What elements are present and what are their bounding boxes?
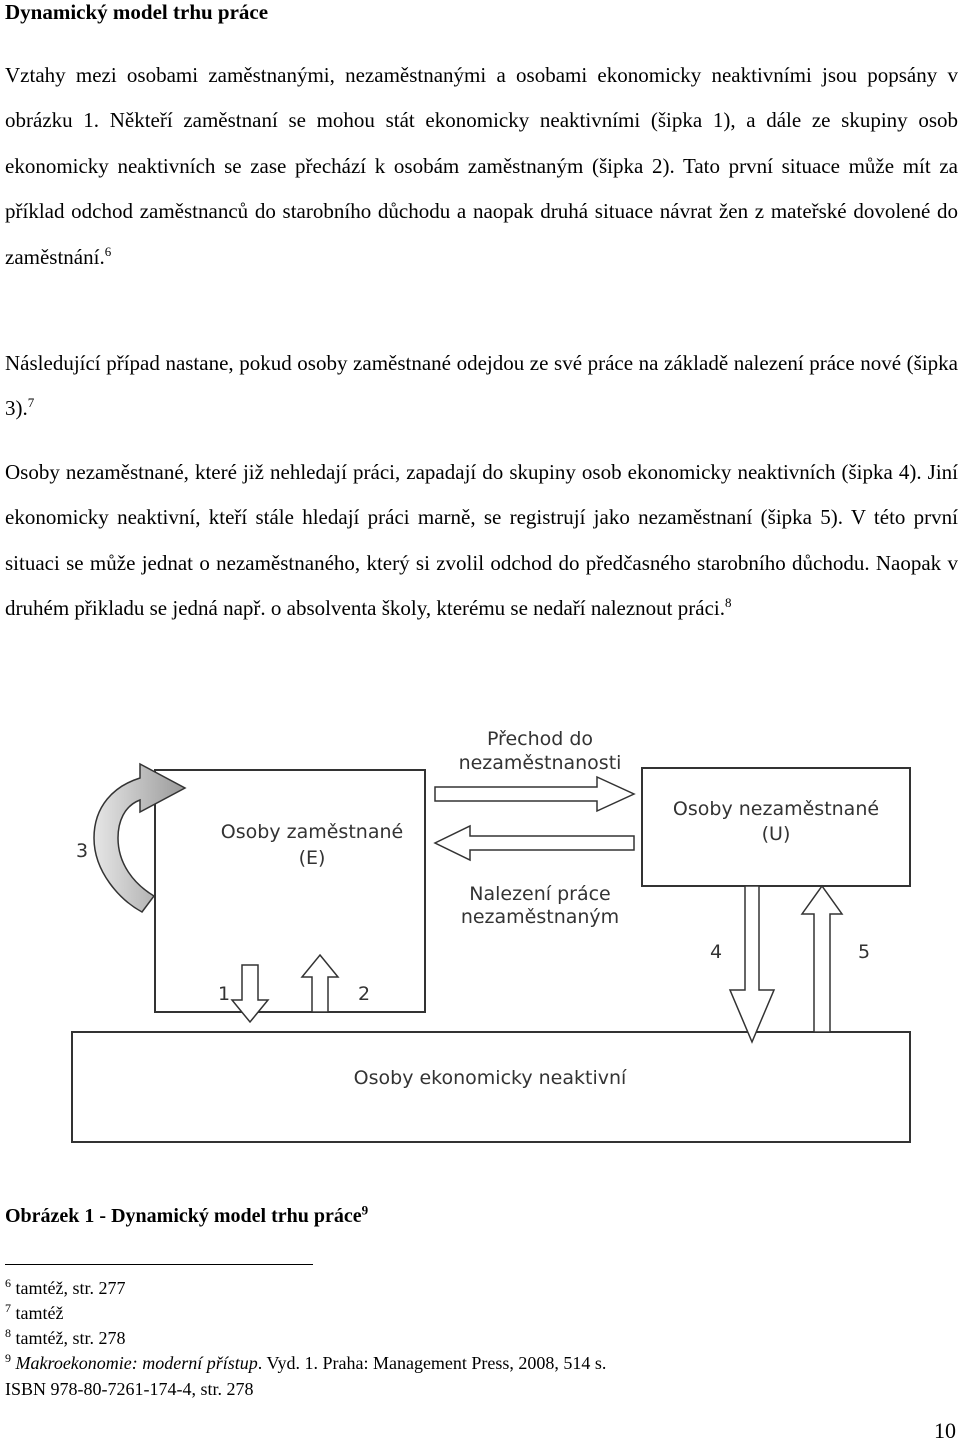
employed-abbr: (E) [298, 847, 326, 869]
transition-label-2: nezaměstnanosti [458, 752, 622, 774]
unemployed-abbr: (U) [761, 823, 791, 845]
arrow-2-label: 2 [357, 983, 371, 1005]
footnote-9 [5, 1351, 606, 1375]
footnote-number: 6 [5, 1276, 11, 1290]
paragraph-1 [5, 53, 958, 280]
transition-label: Přechod do [486, 728, 594, 750]
footnote-ref-7[interactable]: 7 [27, 395, 35, 411]
footnote-ref-9[interactable]: 9 [361, 1202, 369, 1218]
arrow-1-label: 1 [217, 983, 231, 1005]
footnote-book-title: Makroekonomie: moderní přístup [15, 1353, 258, 1373]
arrow-5-label: 5 [857, 941, 871, 963]
paragraph-3-text: Osoby nezaměstnané, které již nehledají práci, zapadají do skupiny osob ekonomicky neaktivních (šipka 4). Jiní ekonomicky neaktivní, kteří stále hledají práci marně, se registrují jako nezaměstnaní (šipka 5). V této první situaci se může jednat o nezaměstnaného, který si zvolil odchod do předčasného starobního důchodu. Naopak v druhém přikladu se jedná např. o absolventa školy, kterému se nedaří naleznout práci. [5, 460, 958, 621]
paragraph-2-text: Následující případ nastane, pokud osoby zaměstnané odejdou ze své práce na základě nalezení práce nové (šipka 3). [5, 351, 958, 421]
arrow-down-icon [730, 886, 774, 1042]
paragraph-3 [5, 450, 958, 632]
paragraph-1-text: Vztahy mezi osobami zaměstnanými, nezaměstnanými a osobami ekonomicky neaktivními jsou popsány v obrázku 1. Někteří zaměstnaní se mohou stát ekonomicky neaktivními (šipka 1), a dále ze skupiny osob ekonomicky neaktivních se zase přechází k osobám zaměstnaným (šipka 2). Tato první situace může mít za příklad odchod zaměstnanců do starobního důchodu a naopak druhá situace návrat žen z mateřské dovolené do zaměstnání. [5, 63, 958, 269]
footnote-number: 9 [5, 1351, 11, 1365]
footnote-text: . Vyd. 1. Praha: Management Press, 2008, 514 s. [257, 1353, 607, 1373]
page-number: 10 [934, 1418, 956, 1443]
arrow-3-label: 3 [75, 840, 89, 862]
arrow-right-icon [435, 777, 634, 811]
footnote-ref-6[interactable]: 6 [104, 243, 112, 259]
arrow-left-icon [435, 826, 634, 860]
arrow-up-icon [802, 886, 842, 1032]
footnote-ref-8[interactable]: 8 [724, 595, 732, 611]
footnote-9-continuation: ISBN 978-80-7261-174-4, str. 278 [5, 1379, 254, 1399]
footnote-text: tamtéž, str. 277 [15, 1278, 126, 1298]
finding-job-label-2: nezaměstnaným [460, 906, 620, 928]
footnote-text: tamtéž [15, 1303, 64, 1323]
footnote-8 [5, 1326, 125, 1350]
employed-box [155, 770, 425, 1012]
footnote-number: 7 [5, 1301, 11, 1315]
employed-label: Osoby zaměstnané [220, 821, 404, 843]
finding-job-label: Nalezení práce [469, 883, 611, 905]
footnote-6 [5, 1276, 125, 1300]
figure-caption [5, 1202, 369, 1228]
figure-caption-text: Obrázek 1 - Dynamický model trhu práce [5, 1205, 362, 1227]
footnote-divider [5, 1264, 313, 1265]
footnote-number: 8 [5, 1326, 11, 1340]
section-heading: Dynamický model trhu práce [5, 0, 269, 24]
inactive-label: Osoby ekonomicky neaktivní [353, 1067, 627, 1089]
footnote-text: tamtéž, str. 278 [15, 1328, 126, 1348]
footnote-7 [5, 1301, 63, 1325]
labor-market-diagram [0, 700, 960, 1180]
paragraph-2 [5, 341, 958, 432]
unemployed-label: Osoby nezaměstnané [672, 798, 880, 820]
arrow-4-label: 4 [709, 941, 723, 963]
